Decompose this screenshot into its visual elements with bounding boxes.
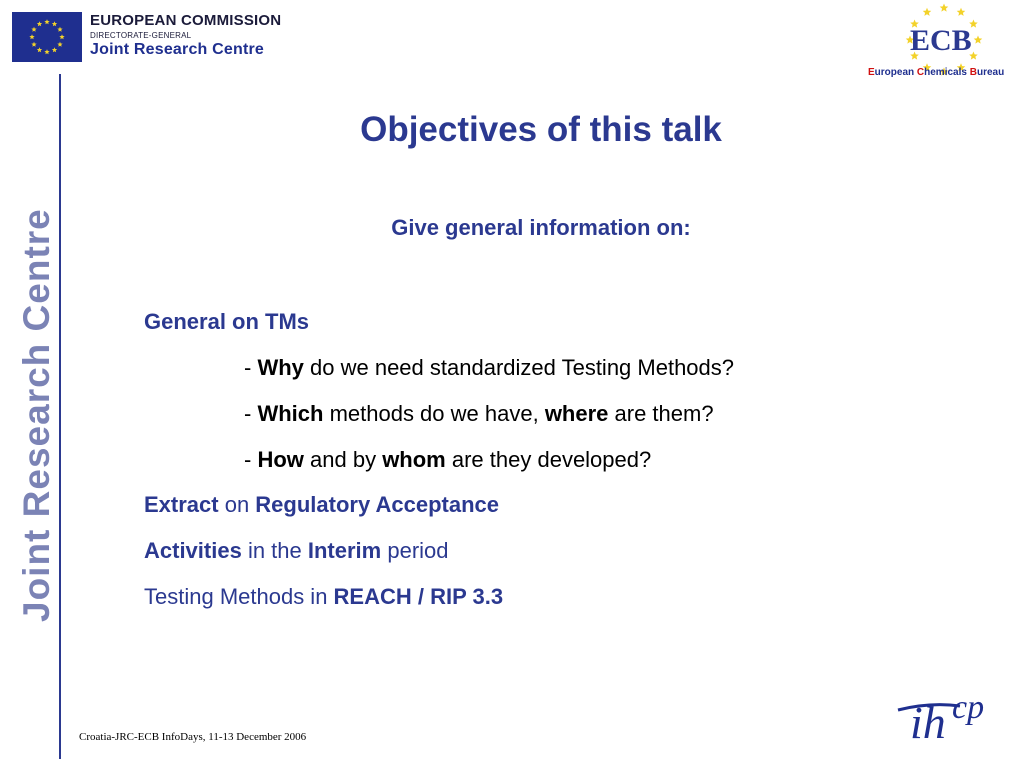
bullet-how: - How and by whom are they developed? xyxy=(244,447,652,472)
eu-flag-icon xyxy=(12,12,82,62)
general-heading: General on TMs xyxy=(144,309,310,334)
ecb-star xyxy=(974,36,983,44)
vertical-divider xyxy=(59,74,61,759)
slide-subtitle: Give general information on: xyxy=(391,215,691,240)
ecb-caption: European Chemicals Bureau xyxy=(868,67,1005,78)
ecb-logo-text: ECB xyxy=(910,24,972,57)
ecb-star xyxy=(940,4,949,12)
ec-directorate: DIRECTORATE-GENERAL xyxy=(90,31,192,40)
vertical-side-title: Joint Research Centre xyxy=(16,208,57,622)
slide-title: Objectives of this talk xyxy=(360,110,722,149)
ec-title: EUROPEAN COMMISSION xyxy=(90,12,282,29)
ecb-star xyxy=(957,8,966,16)
ihcp-logo-icon xyxy=(890,680,1010,755)
bullet-why: - Why do we need standardized Testing Methods? xyxy=(244,355,735,380)
ecb-star xyxy=(923,8,932,16)
item-testing-methods: Testing Methods in REACH / RIP 3.3 xyxy=(144,584,504,609)
ec-logo xyxy=(12,12,281,62)
item-extract: Extract on Regulatory Acceptance xyxy=(144,492,500,517)
svg-text:ih: ih xyxy=(910,697,946,748)
item-activities: Activities in the Interim period xyxy=(144,538,449,563)
bullet-which: - Which methods do we have, where are them? xyxy=(244,401,714,426)
ec-jrc-name: Joint Research Centre xyxy=(90,41,265,58)
svg-text:cp: cp xyxy=(952,689,985,726)
footer-text: Croatia-JRC-ECB InfoDays, 11-13 December 2006 xyxy=(79,731,307,743)
